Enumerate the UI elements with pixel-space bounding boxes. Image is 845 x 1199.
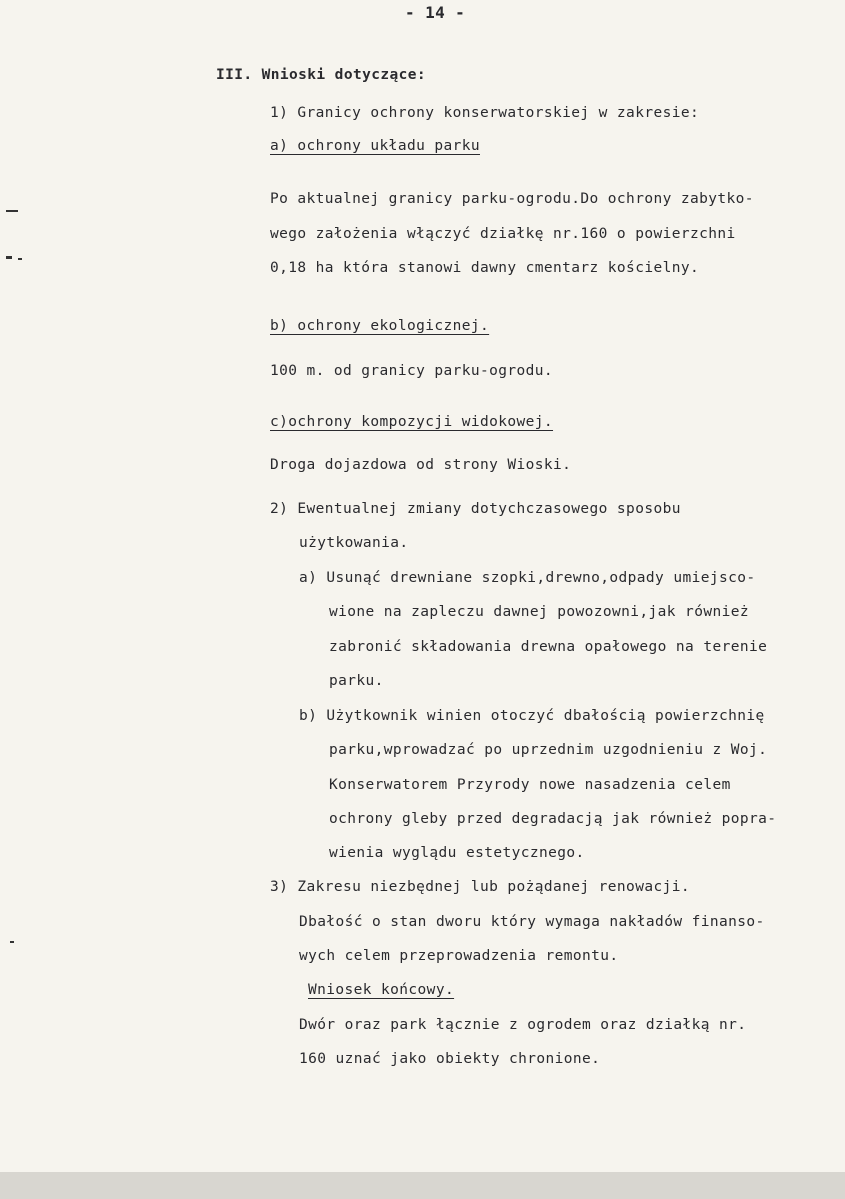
scan-bottom-edge	[0, 1172, 845, 1199]
item2b-line-1: b) Użytkownik winien otoczyć dbałością powierzchnię	[299, 708, 765, 724]
item1-title: 1) Granicy ochrony konserwatorskiej w zakresie:	[270, 105, 700, 121]
item1a-line-1: Po aktualnej granicy parku-ogrodu.Do ochrony zabytko-	[270, 191, 754, 207]
final-line-1: Dwór oraz park łącznie z ogrodem oraz działką nr.	[299, 1017, 747, 1033]
item3-line-2: Dbałość o stan dworu który wymaga nakładów finanso-	[299, 914, 765, 930]
item1c-text: Droga dojazdowa od strony Wioski.	[270, 457, 572, 473]
final-line-2: 160 uznać jako obiekty chronione.	[299, 1051, 601, 1067]
item2a-line-1: a) Usunąć drewniane szopki,drewno,odpady umiejsco-	[299, 570, 756, 586]
item1a-line-2: wego założenia włączyć działkę nr.160 o powierzchni	[270, 226, 736, 242]
item2-title-line-2: użytkowania.	[299, 535, 409, 551]
item2b-line-4: ochrony gleby przed degradacją jak również popra-	[329, 811, 777, 827]
item2a-line-3: zabronić składowania drewna opałowego na terenie	[329, 639, 768, 655]
page-number: - 14 -	[405, 3, 466, 22]
item1a-title: a) ochrony układu parku	[270, 138, 480, 154]
item3-line-3: wych celem przeprowadzenia remontu.	[299, 948, 619, 964]
item3-line-1: 3) Zakresu niezbędnej lub pożądanej renowacji.	[270, 879, 690, 895]
section-heading: III. Wnioski dotyczące:	[216, 67, 426, 83]
item1b-title: b) ochrony ekologicznej.	[270, 318, 490, 334]
item2b-line-2: parku,wprowadzać po uprzednim uzgodnieniu z Woj.	[329, 742, 768, 758]
item2a-line-4: parku.	[329, 673, 384, 689]
item1a-line-3: 0,18 ha która stanowi dawny cmentarz kościelny.	[270, 260, 700, 276]
margin-speck	[10, 941, 14, 943]
final-title: Wniosek końcowy.	[308, 982, 455, 998]
margin-speck	[6, 256, 12, 259]
item2b-line-3: Konserwatorem Przyrody nowe nasadzenia celem	[329, 777, 731, 793]
margin-speck	[18, 258, 22, 260]
item2b-line-5: wienia wyglądu estetycznego.	[329, 845, 585, 861]
item2-title-line-1: 2) Ewentualnej zmiany dotychczasowego sposobu	[270, 501, 681, 517]
item1c-title: c)ochrony kompozycji widokowej.	[270, 414, 554, 430]
item1b-text: 100 m. od granicy parku-ogrodu.	[270, 363, 554, 379]
item2a-line-2: wione na zapleczu dawnej powozowni,jak również	[329, 604, 749, 620]
margin-speck	[6, 210, 18, 212]
